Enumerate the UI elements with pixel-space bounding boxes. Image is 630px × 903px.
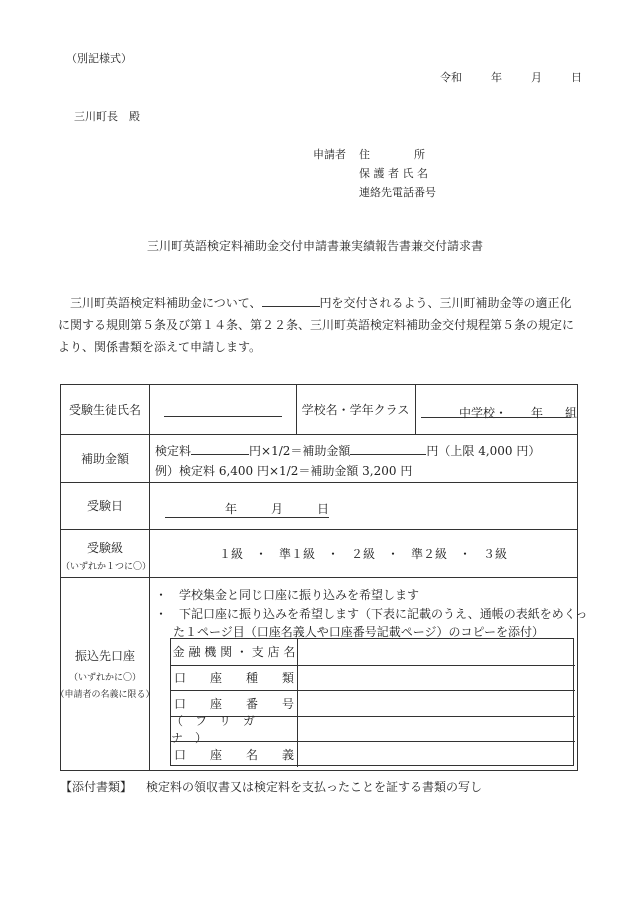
account-holder-label: 口 座 名 義 — [173, 748, 294, 763]
subsidy-example: 例）検定料 6,400 円×1/2＝補助金額 3,200 円 — [155, 464, 413, 478]
transfer-option-1[interactable]: ・ 学校集金と同じ口座に振り込みを希望します — [155, 588, 420, 602]
date-day: 日 — [571, 71, 582, 84]
applicant-phone-label: 連絡先電話番号 — [359, 186, 436, 199]
subsidy-label: 補助金額 — [80, 451, 129, 466]
fee-formula: 円×1/2＝補助金額 — [249, 444, 351, 458]
bank-account-table — [170, 638, 574, 766]
fee-cap: 円（上限 4,000 円） — [426, 444, 541, 458]
attachments-text: 検定料の領収書又は検定料を支払ったことを証する書類の写し — [146, 780, 483, 794]
date-era: 令和 — [440, 71, 462, 84]
account-type-label: 口 座 種 類 — [173, 671, 294, 686]
body-line-1a: 三川町英語検定料補助金について、 — [70, 296, 262, 310]
body-line-3: より、関係書類を添えて申請します。 — [58, 340, 262, 354]
transfer-label-cell — [55, 577, 155, 770]
exam-day: 日 — [317, 502, 330, 516]
transfer-option-2-cont: た１ページ目（口座名義人や口座番号記載ページ）のコピーを添付） — [173, 625, 545, 639]
exam-month: 月 — [271, 502, 284, 516]
school-class-underline — [421, 417, 571, 418]
applicant-address-label: 住 所 — [359, 148, 425, 161]
furigana-field[interactable] — [297, 717, 575, 742]
class-suffix: 組 — [565, 406, 578, 420]
bank-row — [171, 665, 575, 691]
level-label-cell — [61, 529, 152, 577]
bank-name-label: 金 融 機 関 ・ 支 店 名 — [172, 645, 296, 660]
level-label: 受験級 — [86, 541, 123, 555]
applicant-guardian-label: 保 護 者 氏 名 — [359, 167, 428, 180]
grade-suffix: 年 — [531, 406, 544, 420]
bank-name-field[interactable] — [297, 639, 575, 665]
bank-row — [171, 741, 575, 767]
level-options[interactable]: １級 ・ 準１級 ・ ２級 ・ 準２級 ・ ３級 — [218, 546, 507, 561]
attachments-line — [60, 778, 482, 795]
subsidy-formula — [155, 442, 540, 459]
body-line-2: に関する規則第５条及び第１４条、第２２条、三川町英語検定料補助金交付規程第５条の規定に — [58, 318, 575, 332]
school-suffix: 中学校・ — [459, 406, 508, 420]
form-label: （別記様式） — [66, 52, 132, 65]
date-year: 年 — [491, 71, 502, 84]
transfer-label: 振込先口座 — [74, 649, 135, 663]
date-line — [440, 69, 582, 85]
furigana-label: （ フ リ ガ ナ ） — [171, 714, 268, 746]
date-month: 月 — [531, 71, 542, 84]
exam-date-field[interactable] — [165, 500, 329, 518]
student-name-field[interactable] — [164, 416, 282, 417]
applicant-label: 申請者 — [313, 148, 346, 161]
account-number-label: 口 座 番 号 — [173, 696, 294, 711]
account-number-field[interactable] — [297, 691, 575, 716]
amount-blank — [262, 294, 320, 307]
student-name-label: 受験生徒氏名 — [68, 403, 141, 417]
body-line-1b: 円を交付されるよう、三川町補助金等の適正化 — [319, 296, 572, 310]
transfer-note-1: （いずれかに〇） — [68, 673, 141, 683]
bank-row — [171, 714, 575, 746]
account-holder-field[interactable] — [297, 742, 575, 767]
school-class-field[interactable] — [421, 404, 578, 421]
bank-row — [171, 639, 575, 665]
addressee: 三川町長 殿 — [74, 110, 140, 123]
transfer-option-2[interactable]: ・ 下記口座に振り込みを希望します（下表に記載のうえ、通帳の表紙をめくっ — [155, 607, 588, 621]
body-paragraph — [58, 292, 578, 358]
fee-label: 検定料 — [155, 444, 192, 458]
document-title: 三川町英語検定料補助金交付申請書兼実績報告書兼交付請求書 — [146, 239, 483, 253]
level-note: （いずれか１つに〇） — [61, 562, 152, 572]
exam-date-label: 受験日 — [86, 499, 123, 513]
exam-year: 年 — [225, 502, 238, 516]
account-type-field[interactable] — [297, 666, 575, 691]
attachments-label: 【添付書類】 — [60, 780, 133, 794]
school-class-label: 学校名・学年クラス — [301, 403, 410, 417]
subsidy-blank[interactable] — [350, 442, 426, 455]
transfer-note-2: （申請者の名義に限る） — [55, 690, 155, 700]
fee-blank[interactable] — [191, 442, 249, 455]
